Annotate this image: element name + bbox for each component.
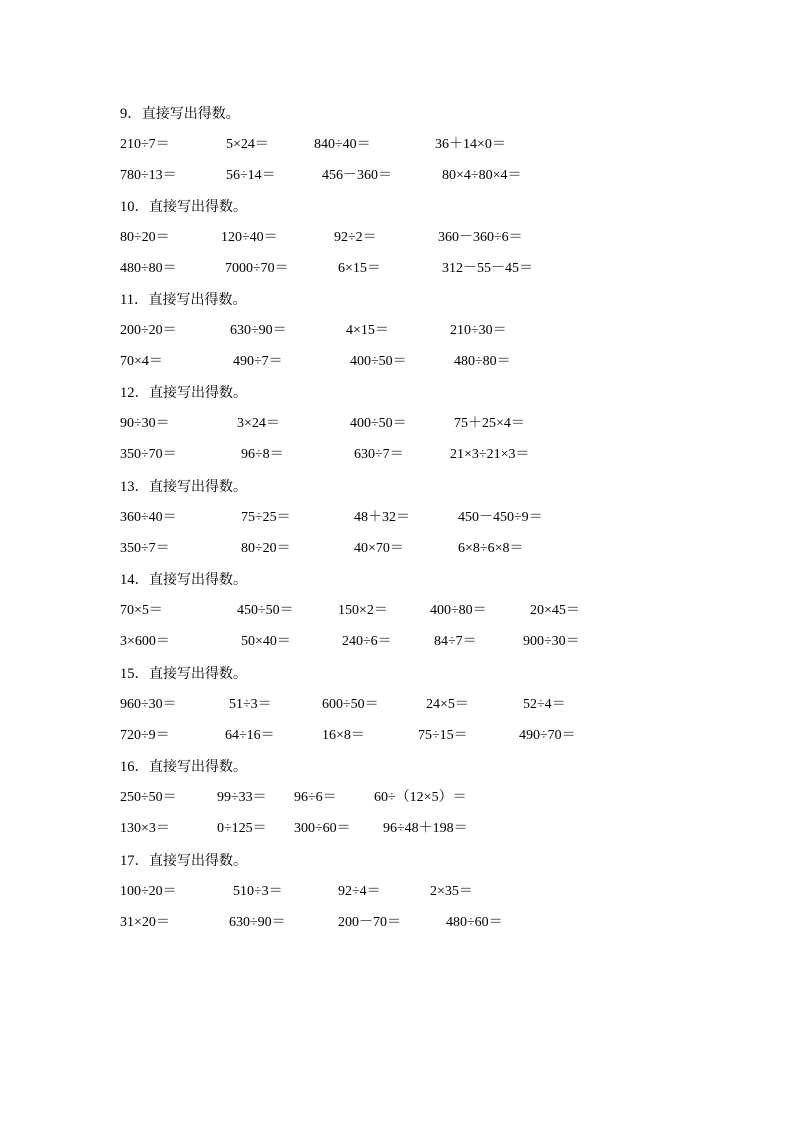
expression-row [120,539,740,559]
expression-row [120,135,740,155]
expression: 400÷50＝ [350,416,407,431]
expression: 350÷7＝ [120,541,170,556]
expression: 48＋32＝ [354,510,410,525]
expression: 80÷20＝ [241,541,291,556]
problem-title [120,851,247,871]
expression: 96÷8＝ [241,447,284,462]
problem-instruction: 直接写出得数。 [149,759,247,775]
expression: 210÷30＝ [450,323,507,338]
expression: 510÷3＝ [233,884,283,899]
expression: 7000÷70＝ [225,261,289,276]
expression: 52÷4＝ [523,697,566,712]
expression-row [120,695,740,715]
expression: 20×45＝ [530,603,580,618]
expression: 630÷90＝ [230,323,287,338]
problem-number: 9． [120,106,142,122]
expression-row [120,726,740,746]
expression: 312－55－45＝ [442,261,533,276]
expression: 92÷4＝ [338,884,381,899]
expression: 51÷3＝ [229,697,272,712]
expression: 75÷25＝ [241,510,291,525]
expression: 200－70＝ [338,915,401,930]
expression: 100÷20＝ [120,884,177,899]
problem-instruction: 直接写出得数。 [149,853,247,869]
expression-row [120,632,740,652]
expression: 40×70＝ [354,541,404,556]
expression: 75＋25×4＝ [454,416,525,431]
expression: 400÷50＝ [350,354,407,369]
expression: 960÷30＝ [120,697,177,712]
expression: 75÷15＝ [418,728,468,743]
expression: 6×8÷6×8＝ [458,541,524,556]
expression: 240÷6＝ [342,634,392,649]
expression: 50×40＝ [241,634,291,649]
expression: 80÷20＝ [120,230,170,245]
expression: 4×15＝ [346,323,389,338]
problem-number: 17． [120,853,149,869]
expression: 150×2＝ [338,603,388,618]
expression: 200÷20＝ [120,323,177,338]
expression: 630÷90＝ [229,915,286,930]
expression: 480÷80＝ [454,354,511,369]
expression-row [120,788,740,808]
problem-title [120,664,247,684]
problem-instruction: 直接写出得数。 [149,199,247,215]
problem-title [120,197,247,217]
expression: 490÷70＝ [519,728,576,743]
expression: 70×5＝ [120,603,163,618]
expression: 60÷（12×5）＝ [374,790,467,805]
problem-instruction: 直接写出得数。 [149,572,247,588]
expression: 90÷30＝ [120,416,170,431]
problem-title [120,104,240,124]
expression-row [120,819,740,839]
expression: 120÷40＝ [221,230,278,245]
expression: 96÷6＝ [294,790,337,805]
expression: 490÷7＝ [233,354,283,369]
expression: 6×15＝ [338,261,381,276]
problem-title [120,477,247,497]
expression: 450－450÷9＝ [458,510,543,525]
problem-instruction: 直接写出得数。 [149,666,247,682]
expression: 130×3＝ [120,821,170,836]
problem-instruction: 直接写出得数。 [148,292,247,308]
problem-number: 13． [120,479,149,495]
expression: 780÷13＝ [120,168,177,183]
expression: 360÷40＝ [120,510,177,525]
expression-row [120,166,740,186]
expression-row [120,913,740,933]
expression: 840÷40＝ [314,137,371,152]
expression: 92÷2＝ [334,230,377,245]
expression: 480÷60＝ [446,915,503,930]
problem-instruction: 直接写出得数。 [149,385,247,401]
problem-number: 11． [120,292,149,308]
expression-row [120,414,740,434]
problem-instruction: 直接写出得数。 [141,106,240,122]
expression: 5×24＝ [226,137,269,152]
problem-number: 15． [120,666,149,682]
expression: 400÷80＝ [430,603,487,618]
problem-number: 10． [120,199,149,215]
expression: 300÷60＝ [294,821,351,836]
expression-row [120,882,740,902]
expression: 64÷16＝ [225,728,275,743]
expression: 84÷7＝ [434,634,477,649]
expression: 0÷125＝ [217,821,267,836]
expression: 31×20＝ [120,915,170,930]
expression: 99÷33＝ [217,790,267,805]
expression: 600÷50＝ [322,697,379,712]
problem-number: 12． [120,385,149,401]
problem-title [120,383,247,403]
expression: 3×24＝ [237,416,280,431]
expression-row [120,352,740,372]
problem-title [120,757,247,777]
expression: 480÷80＝ [120,261,177,276]
expression-row [120,321,740,341]
expression: 360－360÷6＝ [438,230,523,245]
expression-row [120,445,740,465]
expression-row [120,228,740,248]
expression: 3×600＝ [120,634,170,649]
expression: 720÷9＝ [120,728,170,743]
problem-title [120,290,246,310]
expression: 96÷48＋198＝ [383,821,468,836]
problem-number: 14． [120,572,149,588]
expression: 900÷30＝ [523,634,580,649]
expression: 210÷7＝ [120,137,170,152]
expression: 250÷50＝ [120,790,177,805]
expression: 630÷7＝ [354,447,404,462]
problem-instruction: 直接写出得数。 [149,479,247,495]
problem-title [120,570,247,590]
expression: 80×4÷80×4＝ [442,168,522,183]
expression: 21×3÷21×3＝ [450,447,530,462]
expression-row [120,508,740,528]
expression: 456－360＝ [322,168,392,183]
expression-row [120,259,740,279]
expression: 16×8＝ [322,728,365,743]
expression: 70×4＝ [120,354,163,369]
expression: 36＋14×0＝ [435,137,506,152]
expression: 56÷14＝ [226,168,276,183]
expression: 350÷70＝ [120,447,177,462]
expression: 24×5＝ [426,697,469,712]
problem-number: 16． [120,759,149,775]
expression: 2×35＝ [430,884,473,899]
expression: 450÷50＝ [237,603,294,618]
expression-row [120,601,740,621]
